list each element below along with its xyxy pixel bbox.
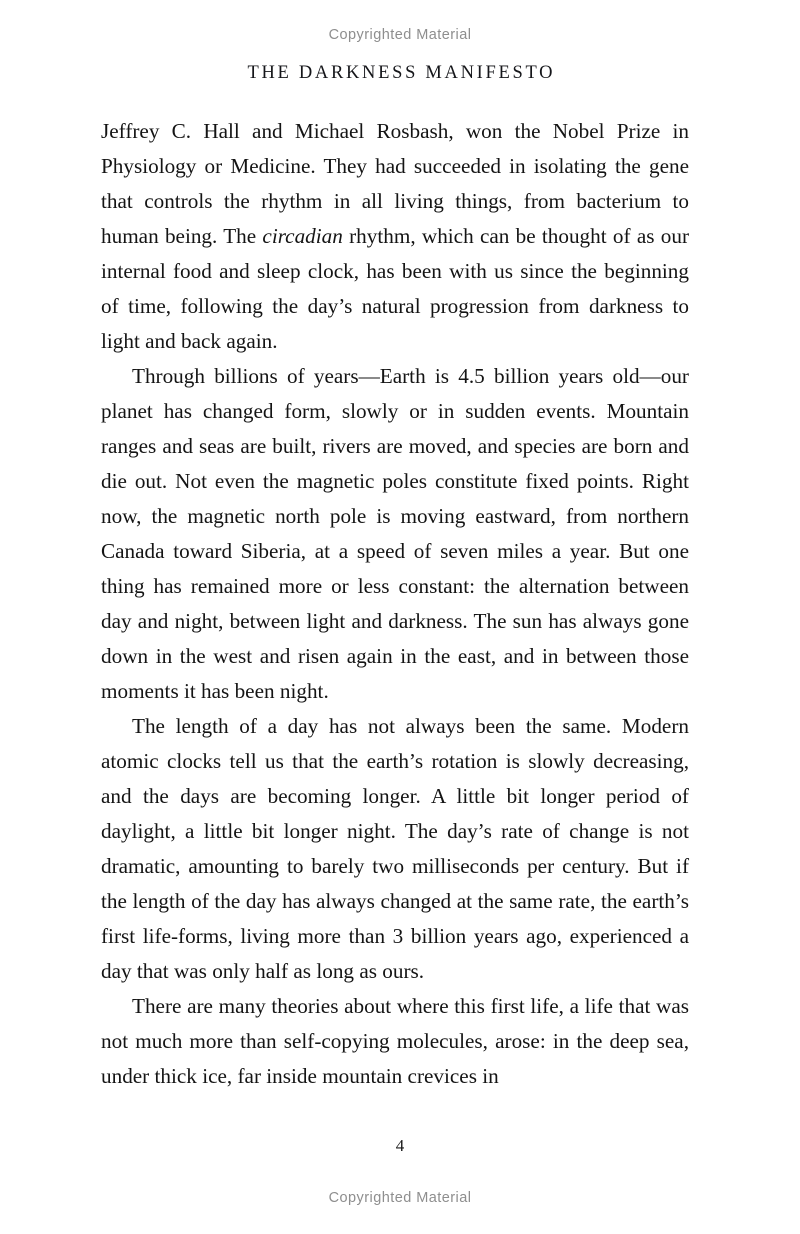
page-number: 4 xyxy=(395,1136,405,1155)
copyright-watermark-bottom: Copyrighted Material xyxy=(328,1190,472,1206)
paragraph-1-tail: rhythm, which can be thought of as our internal food and sleep clock, has been with us since the beginning of time, following the day’s natural progression from darkness to light and back again. xyxy=(101,224,689,353)
running-head-title: THE DARKNESS MANIFESTO xyxy=(247,63,556,83)
paragraph-1 xyxy=(101,114,689,359)
copyright-watermark-top: Copyrighted Material xyxy=(328,27,472,43)
paragraph-1-lead: Jeffrey C. Hall and Michael Rosbash, won the Nobel Prize in Physiology or Medicine. They had succeeded in isolating the gene that controls the rhythm in all living things, from bacterium to human being. The xyxy=(101,119,689,248)
paragraph-1-italic-term: circadian xyxy=(262,224,343,248)
paragraph-3: The length of a day has not always been the same. Modern atomic clocks tell us that the earth’s rotation is slowly decreasing, and the days are becoming longer. A little bit longer period of daylight, a little bit longer night. The day’s rate of change is not dramatic, amounting to barely two milliseconds per century. But if the length of the day has always changed at the same rate, the earth’s first life-forms, living more than 3 billion years ago, experienced a day that was only half as long as ours. xyxy=(101,714,689,983)
paragraph-4: There are many theories about where this first life, a life that was not much more than self-copying molecules, arose: in the deep sea, under thick ice, far inside mountain crevices in xyxy=(101,994,689,1088)
body-text-block xyxy=(101,114,689,1094)
paragraph-2: Through billions of years—Earth is 4.5 billion years old—our planet has changed form, slowly or in sudden events. Mountain ranges and seas are built, rivers are moved, and species are born and die out. Not even the magnetic poles constitute fixed points. Right now, the magnetic north pole is moving eastward, from northern Canada toward Siberia, at a speed of seven miles a year. But one thing has remained more or less constant: the alternation between day and night, between light and darkness. The sun has always gone down in the west and risen again in the east, and in between those moments it has been night. xyxy=(101,364,689,703)
